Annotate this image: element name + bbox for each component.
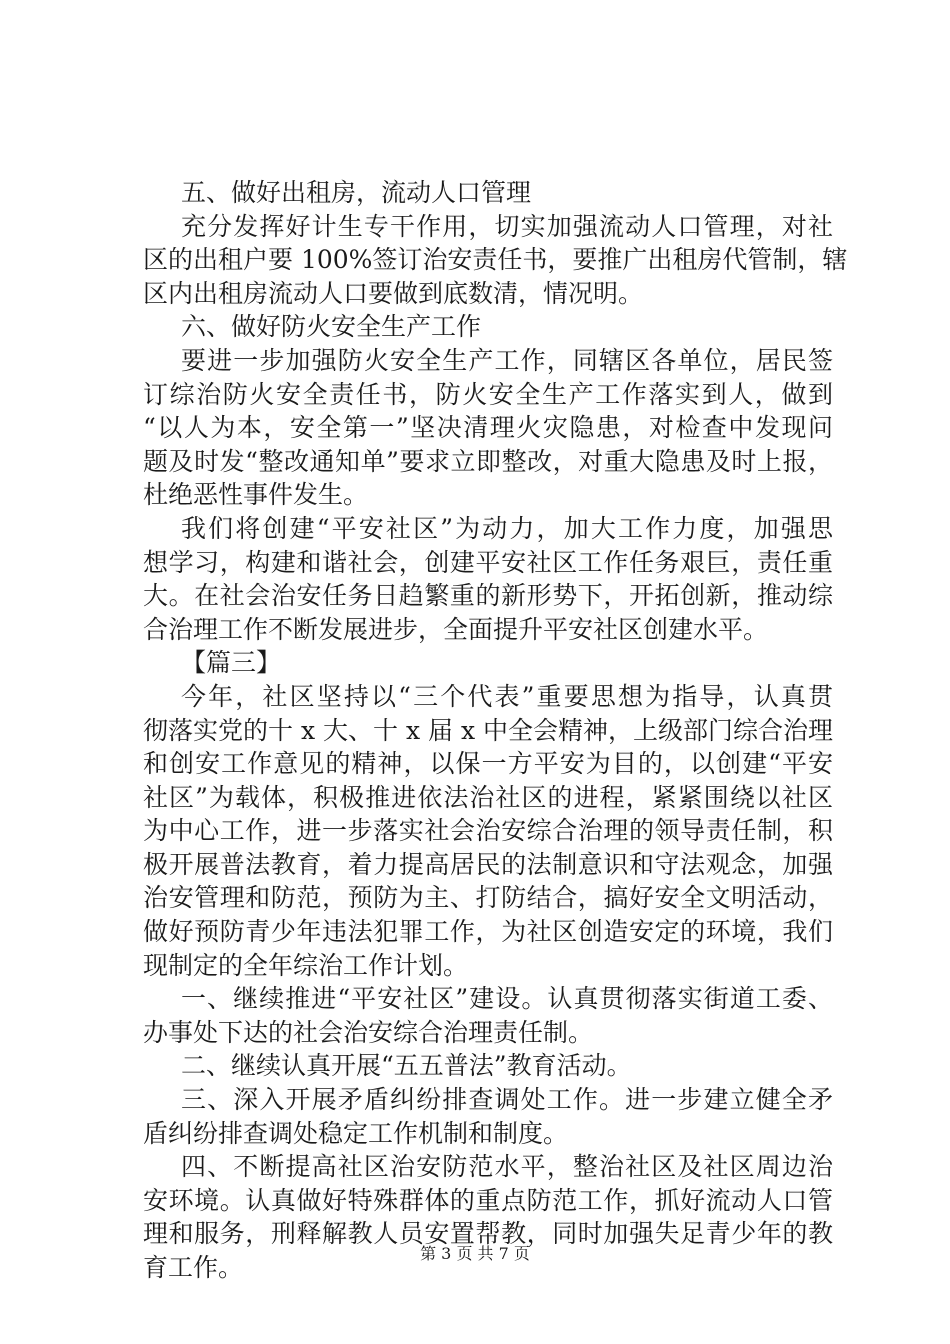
document-body <box>143 176 848 1285</box>
page-footer: 第 3 页 共 7 页 <box>420 1244 530 1263</box>
paragraph-line: 现制定的全年综治工作计划。 <box>143 950 469 980</box>
paragraph-line: 区的出租户要 100%签订治安责任书，要推广出租房代管制，辖 <box>143 245 848 275</box>
paragraph-line: 订综治防火安全责任书，防火安全生产工作落实到人，做到 <box>143 379 833 409</box>
paragraph-line: “以人为本，安全第一”坚决清理火灾隐患，对检查中发现问 <box>143 413 833 443</box>
paragraph-line: 社区”为载体，积极推进依法治社区的进程，紧紧围绕以社区 <box>143 782 833 812</box>
paragraph-line: 做好预防青少年违法犯罪工作，为社区创造安定的环境，我们 <box>143 917 833 947</box>
paragraph-line: 二、继续认真开展“五五普法”教育活动。 <box>181 1051 632 1081</box>
paragraph-line: 治安管理和防范，预防为主、打防结合，搞好安全文明活动， <box>143 883 833 913</box>
paragraph-line: 要进一步加强防火安全生产工作，同辖区各单位，居民签 <box>181 345 833 375</box>
paragraph-line: 今年，社区坚持以“三个代表”重要思想为指导，认真贯 <box>181 681 833 711</box>
paragraph-line: 盾纠纷排查调处稳定工作机制和制度。 <box>143 1118 569 1148</box>
paragraph-line: 题及时发“整改通知单”要求立即整改，对重大隐患及时上报， <box>143 446 833 476</box>
paragraph-line: 杜绝恶性事件发生。 <box>143 480 369 510</box>
paragraph-line: 彻落实党的十 x 大、十 x 届 x 中全会精神，上级部门综合治理 <box>143 715 833 745</box>
paragraph-line: 安环境。认真做好特殊群体的重点防范工作，抓好流动人口管 <box>143 1185 833 1215</box>
section-heading-5: 五、做好出租房，流动人口管理 <box>181 178 532 207</box>
paragraph-line: 三、深入开展矛盾纠纷排查调处工作。进一步建立健全矛 <box>181 1085 833 1115</box>
paragraph-line: 想学习，构建和谐社会，创建平安社区工作任务艰巨，责任重 <box>143 547 833 577</box>
paragraph-line: 极开展普法教育，着力提高居民的法制意识和守法观念，加强 <box>143 849 833 879</box>
paragraph-line: 为中心工作，进一步落实社会治安综合治理的领导责任制，积 <box>143 816 833 846</box>
paragraph-line: 充分发挥好计生专干作用，切实加强流动人口管理，对社 <box>181 211 833 241</box>
paragraph-line: 合治理工作不断发展进步，全面提升平安社区创建水平。 <box>143 614 769 644</box>
section-heading-6: 六、做好防火安全生产工作 <box>181 312 482 342</box>
paragraph-line: 办事处下达的社会治安综合治理责任制。 <box>143 1017 594 1047</box>
paragraph-line: 区内出租房流动人口要做到底数清，情况明。 <box>143 278 644 308</box>
paragraph-line: 我们将创建“平安社区”为动力，加大工作力度，加强思 <box>181 513 833 543</box>
paragraph-line: 四、不断提高社区治安防范水平，整治社区及社区周边治 <box>181 1152 833 1182</box>
paragraph-line: 育工作。 <box>143 1253 244 1282</box>
paragraph-line: 和创安工作意见的精神，以保一方平安为目的，以创建“平安 <box>143 749 833 779</box>
paragraph-line: 一、继续推进“平安社区”建设。认真贯彻落实街道工委、 <box>181 984 833 1014</box>
paragraph-line: 大。在社会治安任务日趋繁重的新形势下，开拓创新，推动综 <box>143 581 833 611</box>
part-heading: 【篇三】 <box>181 648 282 678</box>
paragraph-line: 理和服务，刑释解教人员安置帮教，同时加强失足青少年的教 <box>143 1219 833 1249</box>
